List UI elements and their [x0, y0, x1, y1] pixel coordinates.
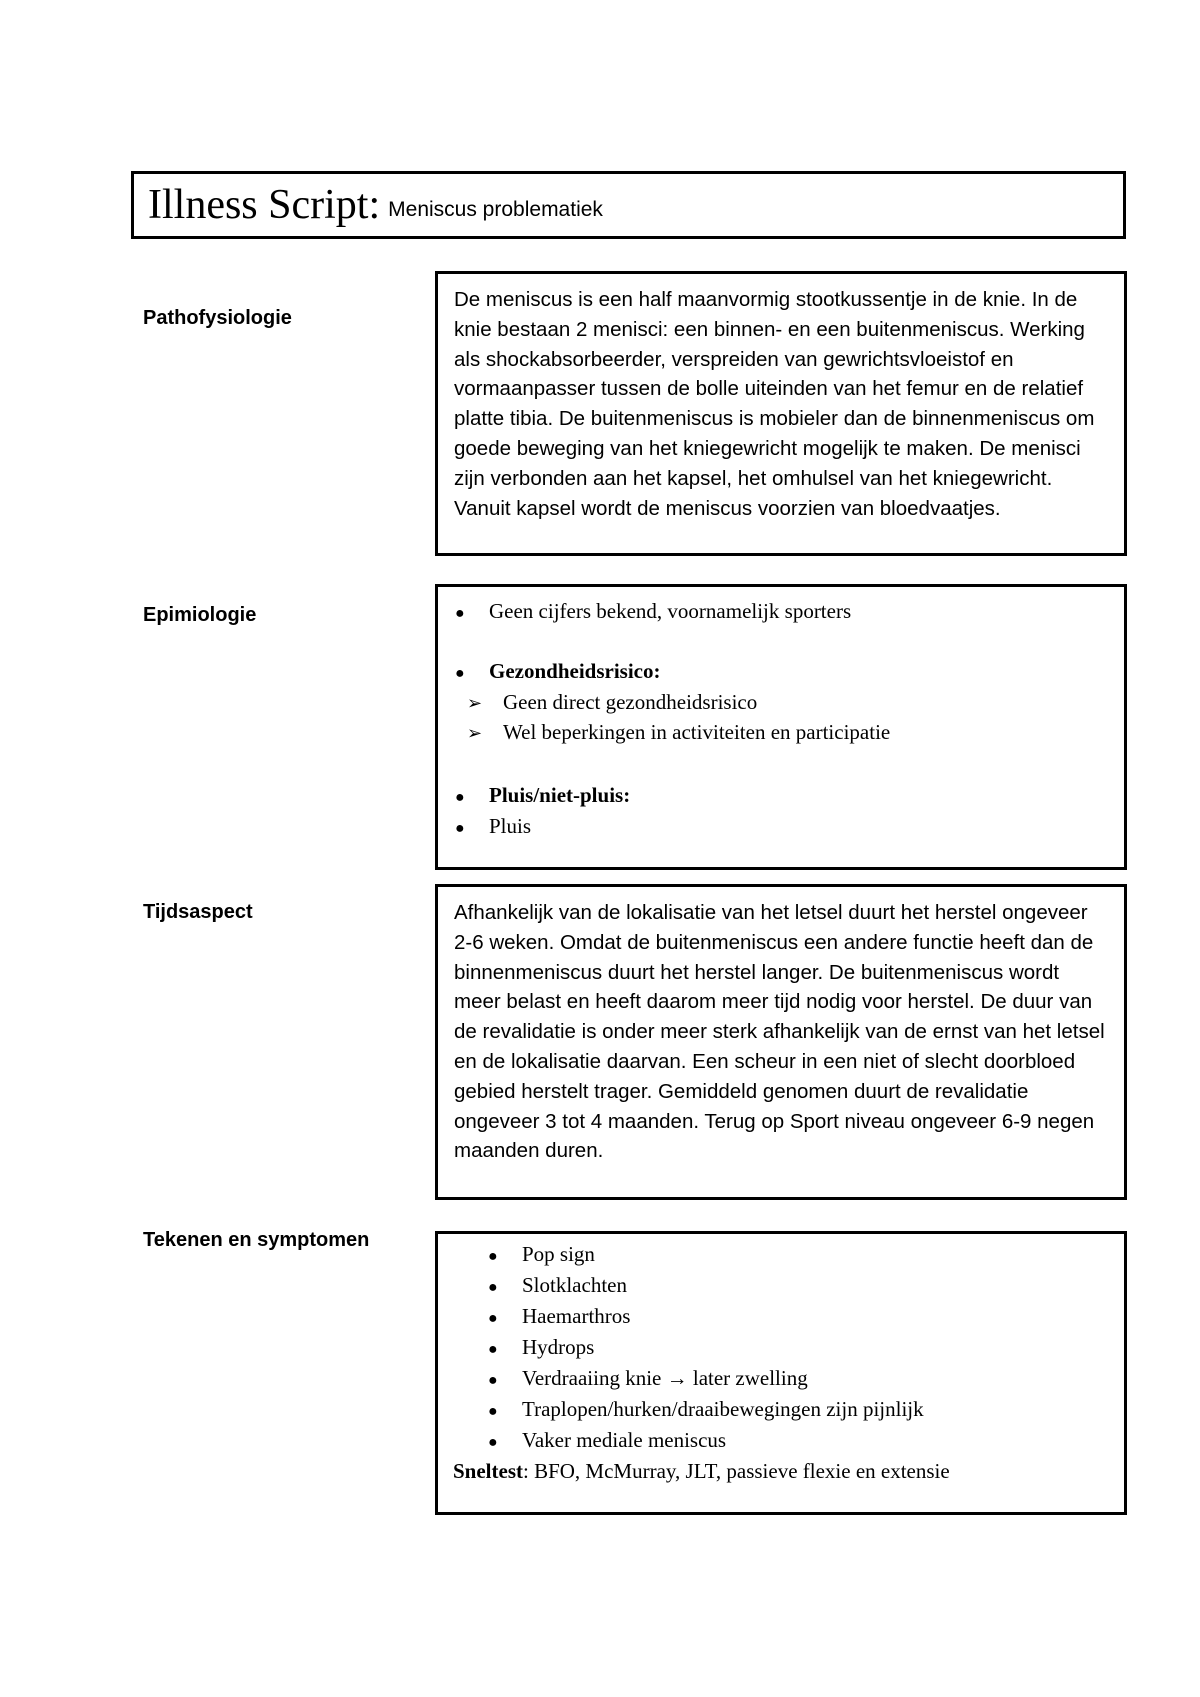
symptom-item: Pop sign: [522, 1242, 595, 1266]
list-item: [455, 812, 1124, 843]
bullet-icon: ●: [488, 1372, 498, 1389]
list-item: [453, 1364, 1124, 1395]
tijdsaspect-text: Afhankelijk van de lokalisatie van het letsel duurt het herstel ongeveer 2-6 weken. Omdat de buitenmeniscus een andere functie heeft dan de binnenmeniscus duurt het herstel langer. De buitenmeniscus wordt meer belast en heeft daarom meer tijd nodig voor herstel. De duur van de revalidatie is onder meer sterk afhankelijk van de ernst van het letsel en de lokalisatie daarvan. Een scheur in een niet of slecht doorbloed gebied herstelt trager. Gemiddeld genomen duurt de revalidatie ongeveer 3 tot 4 maanden. Terug op Sport niveau ongeveer 6-9 negen maanden duren.: [454, 901, 1105, 1163]
bullet-icon: ●: [488, 1341, 498, 1358]
list-item: [453, 1395, 1124, 1426]
list-item: [455, 657, 1124, 688]
symptom-item: Traplopen/hurken/draaibewegingen zijn pijnlijk: [522, 1397, 924, 1421]
epimiologie-item-1: Geen cijfers bekend, voornamelijk sporters: [489, 599, 852, 623]
pluis-value: Pluis: [489, 814, 532, 838]
risk-item-2: Wel beperkingen in activiteiten en participatie: [503, 720, 891, 744]
sneltest-label: Sneltest: [453, 1459, 523, 1483]
sneltest-line: [453, 1457, 1124, 1486]
bullet-icon: ●: [488, 1248, 498, 1265]
list-item: [455, 597, 1124, 628]
list-item: [453, 1271, 1124, 1302]
arrow-bullet-icon: ➢: [467, 723, 483, 743]
symptom-item: Verdraaiing knie → later zwelling: [522, 1366, 808, 1390]
page-title: Illness Script:: [148, 182, 381, 228]
list-item: [453, 1426, 1124, 1457]
tijdsaspect-box: [435, 884, 1127, 1200]
symptom-item: Slotklachten: [522, 1273, 627, 1297]
title-box: [131, 171, 1126, 239]
list-item: [453, 1302, 1124, 1333]
tekenen-box: [435, 1231, 1127, 1515]
bullet-icon: ●: [488, 1310, 498, 1327]
pathofysiologie-text: De meniscus is een half maanvormig stootkussentje in de knie. In de knie bestaan 2 menisci: een binnen- en een buitenmeniscus. Werking als shockabsorbeerder, verspreiden van gewrichtsvloeistof en vormaanpasser tussen de bolle uiteinden van het femur en de relatief platte tibia. De buitenmeniscus is mobieler dan de binnenmeniscus om goede beweging van het kniegewricht mogelijk te maken. De menisci zijn verbonden aan het kapsel, het omhulsel van het kniegewricht. Vanuit kapsel wordt de meniscus voorzien van bloedvaatjes.: [454, 288, 1095, 520]
bullet-icon: ●: [455, 789, 465, 806]
bullet-icon: ●: [455, 820, 465, 837]
list-item: [455, 688, 1124, 718]
symptom-item: Haemarthros: [522, 1304, 631, 1328]
section-label-tijdsaspect: Tijdsaspect: [143, 901, 253, 923]
list-item: [455, 718, 1124, 748]
pathofysiologie-box: [435, 271, 1127, 556]
list-item: [453, 1240, 1124, 1271]
page-subtitle: Meniscus problematiek: [388, 198, 603, 221]
bullet-icon: ●: [455, 665, 465, 682]
section-label-epimiologie: Epimiologie: [143, 604, 257, 626]
list-item: [455, 781, 1124, 812]
risk-item-1: Geen direct gezondheidsrisico: [503, 690, 758, 714]
epimiologie-box: [435, 584, 1127, 870]
sneltest-value: : BFO, McMurray, JLT, passieve flexie en extensie: [523, 1459, 950, 1483]
bullet-icon: ●: [488, 1434, 498, 1451]
bullet-icon: ●: [488, 1279, 498, 1296]
symptom-item: Vaker mediale meniscus: [522, 1428, 727, 1452]
bullet-icon: ●: [455, 605, 465, 622]
bullet-icon: ●: [488, 1403, 498, 1420]
arrow-bullet-icon: ➢: [467, 693, 483, 713]
section-label-tekenen: Tekenen en symptomen: [143, 1229, 370, 1251]
pluis-heading: Pluis/niet-pluis:: [489, 783, 631, 807]
list-item: [453, 1333, 1124, 1364]
symptom-item: Hydrops: [522, 1335, 595, 1359]
risk-heading: Gezondheidsrisico:: [489, 659, 661, 683]
section-label-pathofysiologie: Pathofysiologie: [143, 307, 292, 329]
